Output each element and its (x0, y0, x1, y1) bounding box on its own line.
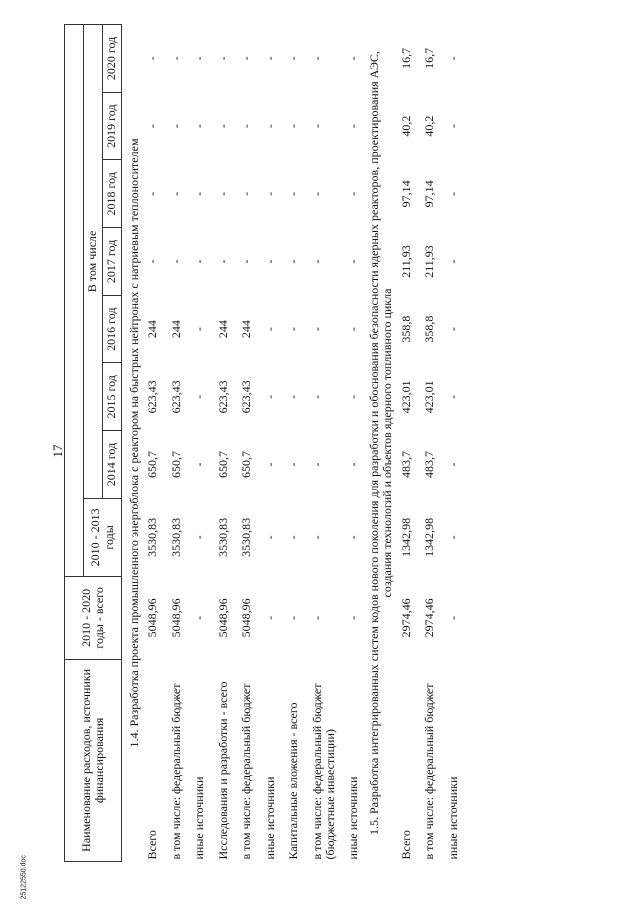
header-year: 2016 год (103, 295, 122, 363)
row-label: Капитальные вложения - всего (286, 702, 301, 860)
value-cell: - (309, 191, 324, 196)
value-cell: 650,7 (145, 451, 160, 478)
row-label: в том числе: федеральный бюджет (239, 683, 254, 860)
value-cell: - (145, 56, 160, 61)
value-cell: - (145, 191, 160, 196)
value-cell: 3530,83 (239, 517, 254, 557)
row-label: в том числе: федеральный бюджет (168, 683, 183, 860)
value-cell: 650,7 (168, 451, 183, 478)
value-cell: - (309, 327, 324, 332)
value-cell: - (262, 535, 277, 540)
header-name-column: Наименование расходов, источники финансирования (65, 659, 122, 861)
value-cell: - (215, 56, 230, 61)
header-total-column: 2010 - 2020 годы - всего (65, 576, 122, 659)
table-row (438, 25, 461, 862)
value-cell: - (445, 327, 460, 332)
value-cell: 483,7 (422, 451, 437, 478)
table-row (399, 25, 414, 862)
header-year: 2017 год (103, 228, 122, 296)
section-title-row (362, 25, 399, 862)
value-cell: 623,43 (168, 380, 183, 414)
value-cell: - (309, 535, 324, 540)
value-cell: 3530,83 (168, 517, 183, 557)
value-cell: 40,2 (398, 115, 413, 137)
value-cell: 5048,96 (215, 598, 230, 638)
value-cell: - (346, 615, 361, 620)
table-row (278, 25, 301, 862)
value-cell: - (262, 615, 277, 620)
value-cell: - (445, 462, 460, 467)
value-cell: - (192, 535, 207, 540)
value-cell: 3530,83 (215, 517, 230, 557)
value-cell: 5048,96 (168, 598, 183, 638)
value-cell: 423,01 (422, 380, 437, 414)
value-cell: 358,8 (422, 315, 437, 343)
header-group-spacer (65, 25, 84, 577)
value-cell: 16,7 (422, 47, 437, 69)
table-row (184, 25, 207, 862)
value-cell: 1342,98 (398, 517, 413, 557)
value-cell: - (286, 56, 301, 61)
value-cell: - (262, 327, 277, 332)
value-cell: - (239, 56, 254, 61)
row-label: иные источники (262, 776, 277, 860)
header-year: 2018 год (103, 160, 122, 228)
page-number: 17 (50, 444, 65, 458)
table-row (145, 25, 160, 862)
value-cell: - (215, 191, 230, 196)
value-cell: - (215, 259, 230, 264)
header-group-label: В том числе (84, 25, 103, 499)
value-cell: 211,93 (398, 245, 413, 278)
value-cell: - (145, 259, 160, 264)
footer-file-name: 25122550.doc (20, 855, 28, 900)
value-cell: - (262, 124, 277, 129)
value-cell: 97,14 (398, 180, 413, 208)
value-cell: - (346, 327, 361, 332)
value-cell: - (309, 615, 324, 620)
value-cell: - (192, 615, 207, 620)
value-cell: - (445, 56, 460, 61)
value-cell: - (262, 56, 277, 61)
value-cell: - (445, 394, 460, 399)
value-cell: - (286, 462, 301, 467)
value-cell: - (215, 124, 230, 129)
table-row (255, 25, 278, 862)
value-cell: - (286, 327, 301, 332)
header-period-column: 2010 - 2013 годы (84, 498, 122, 576)
section-title-row (122, 25, 146, 862)
value-cell: - (309, 56, 324, 61)
value-cell: - (346, 191, 361, 196)
table-header (65, 25, 122, 862)
row-label: Исследования и разработки - всего (215, 681, 230, 860)
value-cell: - (309, 259, 324, 264)
value-cell: - (445, 191, 460, 196)
table-row (231, 25, 254, 862)
value-cell: - (286, 191, 301, 196)
value-cell: - (262, 191, 277, 196)
value-cell: 244 (145, 320, 160, 339)
value-cell: - (346, 394, 361, 399)
value-cell: 650,7 (215, 451, 230, 478)
value-cell: - (192, 394, 207, 399)
value-cell: 2974,46 (398, 598, 413, 638)
value-cell: 211,93 (422, 245, 437, 278)
value-cell: - (192, 191, 207, 196)
section-title: 1.5. Разработка интегрированных систем кодов нового поколения для разработки и обоснования безопасности ядерных реакторов, проектирования АЭС, создания технологий и объектов ядерного топливного цикла (366, 51, 395, 835)
row-label: в том числе: федеральный бюджет (422, 683, 437, 860)
table-row (302, 25, 339, 862)
value-cell: - (286, 535, 301, 540)
value-cell: 5048,96 (239, 598, 254, 638)
value-cell: - (346, 535, 361, 540)
value-cell: 1342,98 (422, 517, 437, 557)
value-cell: 650,7 (239, 451, 254, 478)
value-cell: 623,43 (145, 380, 160, 414)
value-cell: - (192, 56, 207, 61)
value-cell: - (262, 462, 277, 467)
header-year: 2015 год (103, 363, 122, 431)
row-label: Всего (398, 830, 413, 860)
row-label: иные источники (192, 776, 207, 860)
value-cell: - (168, 124, 183, 129)
value-cell: 623,43 (239, 380, 254, 414)
value-cell: - (239, 124, 254, 129)
value-cell: - (286, 394, 301, 399)
header-year: 2020 год (103, 25, 122, 93)
header-year: 2014 год (103, 431, 122, 499)
rotated-table-canvas (64, 24, 616, 862)
value-cell: - (346, 56, 361, 61)
row-label: иные источники (346, 776, 361, 860)
value-cell: 2974,46 (422, 598, 437, 638)
value-cell: - (309, 462, 324, 467)
value-cell: - (168, 259, 183, 264)
table-row (208, 25, 231, 862)
value-cell: - (286, 615, 301, 620)
value-cell: 623,43 (215, 380, 230, 414)
row-label: Всего (145, 830, 160, 860)
value-cell: - (239, 259, 254, 264)
value-cell: - (239, 191, 254, 196)
value-cell: 40,2 (422, 115, 437, 137)
value-cell: - (445, 259, 460, 264)
value-cell: - (346, 462, 361, 467)
value-cell: - (192, 124, 207, 129)
value-cell: - (192, 462, 207, 467)
value-cell: - (286, 259, 301, 264)
value-cell: - (286, 124, 301, 129)
value-cell: 5048,96 (145, 598, 160, 638)
financing-table (64, 24, 461, 862)
value-cell: 423,01 (398, 380, 413, 414)
value-cell: 244 (215, 320, 230, 339)
value-cell: - (192, 327, 207, 332)
row-label: в том числе: федеральный бюджет (бюджетные инвестиции) (309, 683, 337, 860)
section-title: 1.4. Разработка проекта промышленного энергоблока с реактором на быстрых нейтронах с натриевым теплоносителем (127, 138, 141, 748)
value-cell: 3530,83 (145, 517, 160, 557)
table-row (161, 25, 184, 862)
table-body (122, 25, 462, 862)
value-cell: - (309, 394, 324, 399)
value-cell: 97,14 (422, 180, 437, 208)
value-cell: - (346, 124, 361, 129)
table-row (338, 25, 361, 862)
value-cell: - (309, 124, 324, 129)
value-cell: - (262, 259, 277, 264)
value-cell: - (168, 56, 183, 61)
header-year: 2019 год (103, 92, 122, 160)
value-cell: - (168, 191, 183, 196)
value-cell: - (445, 615, 460, 620)
value-cell: 358,8 (398, 315, 413, 343)
table-row (414, 25, 437, 862)
value-cell: 483,7 (398, 451, 413, 478)
value-cell: 244 (239, 320, 254, 339)
value-cell: - (145, 124, 160, 129)
row-label: иные источники (445, 776, 460, 860)
value-cell: - (346, 259, 361, 264)
value-cell: 244 (168, 320, 183, 339)
value-cell: - (445, 535, 460, 540)
value-cell: - (445, 124, 460, 129)
value-cell: - (262, 394, 277, 399)
value-cell: - (192, 259, 207, 264)
value-cell: 16,7 (398, 47, 413, 69)
